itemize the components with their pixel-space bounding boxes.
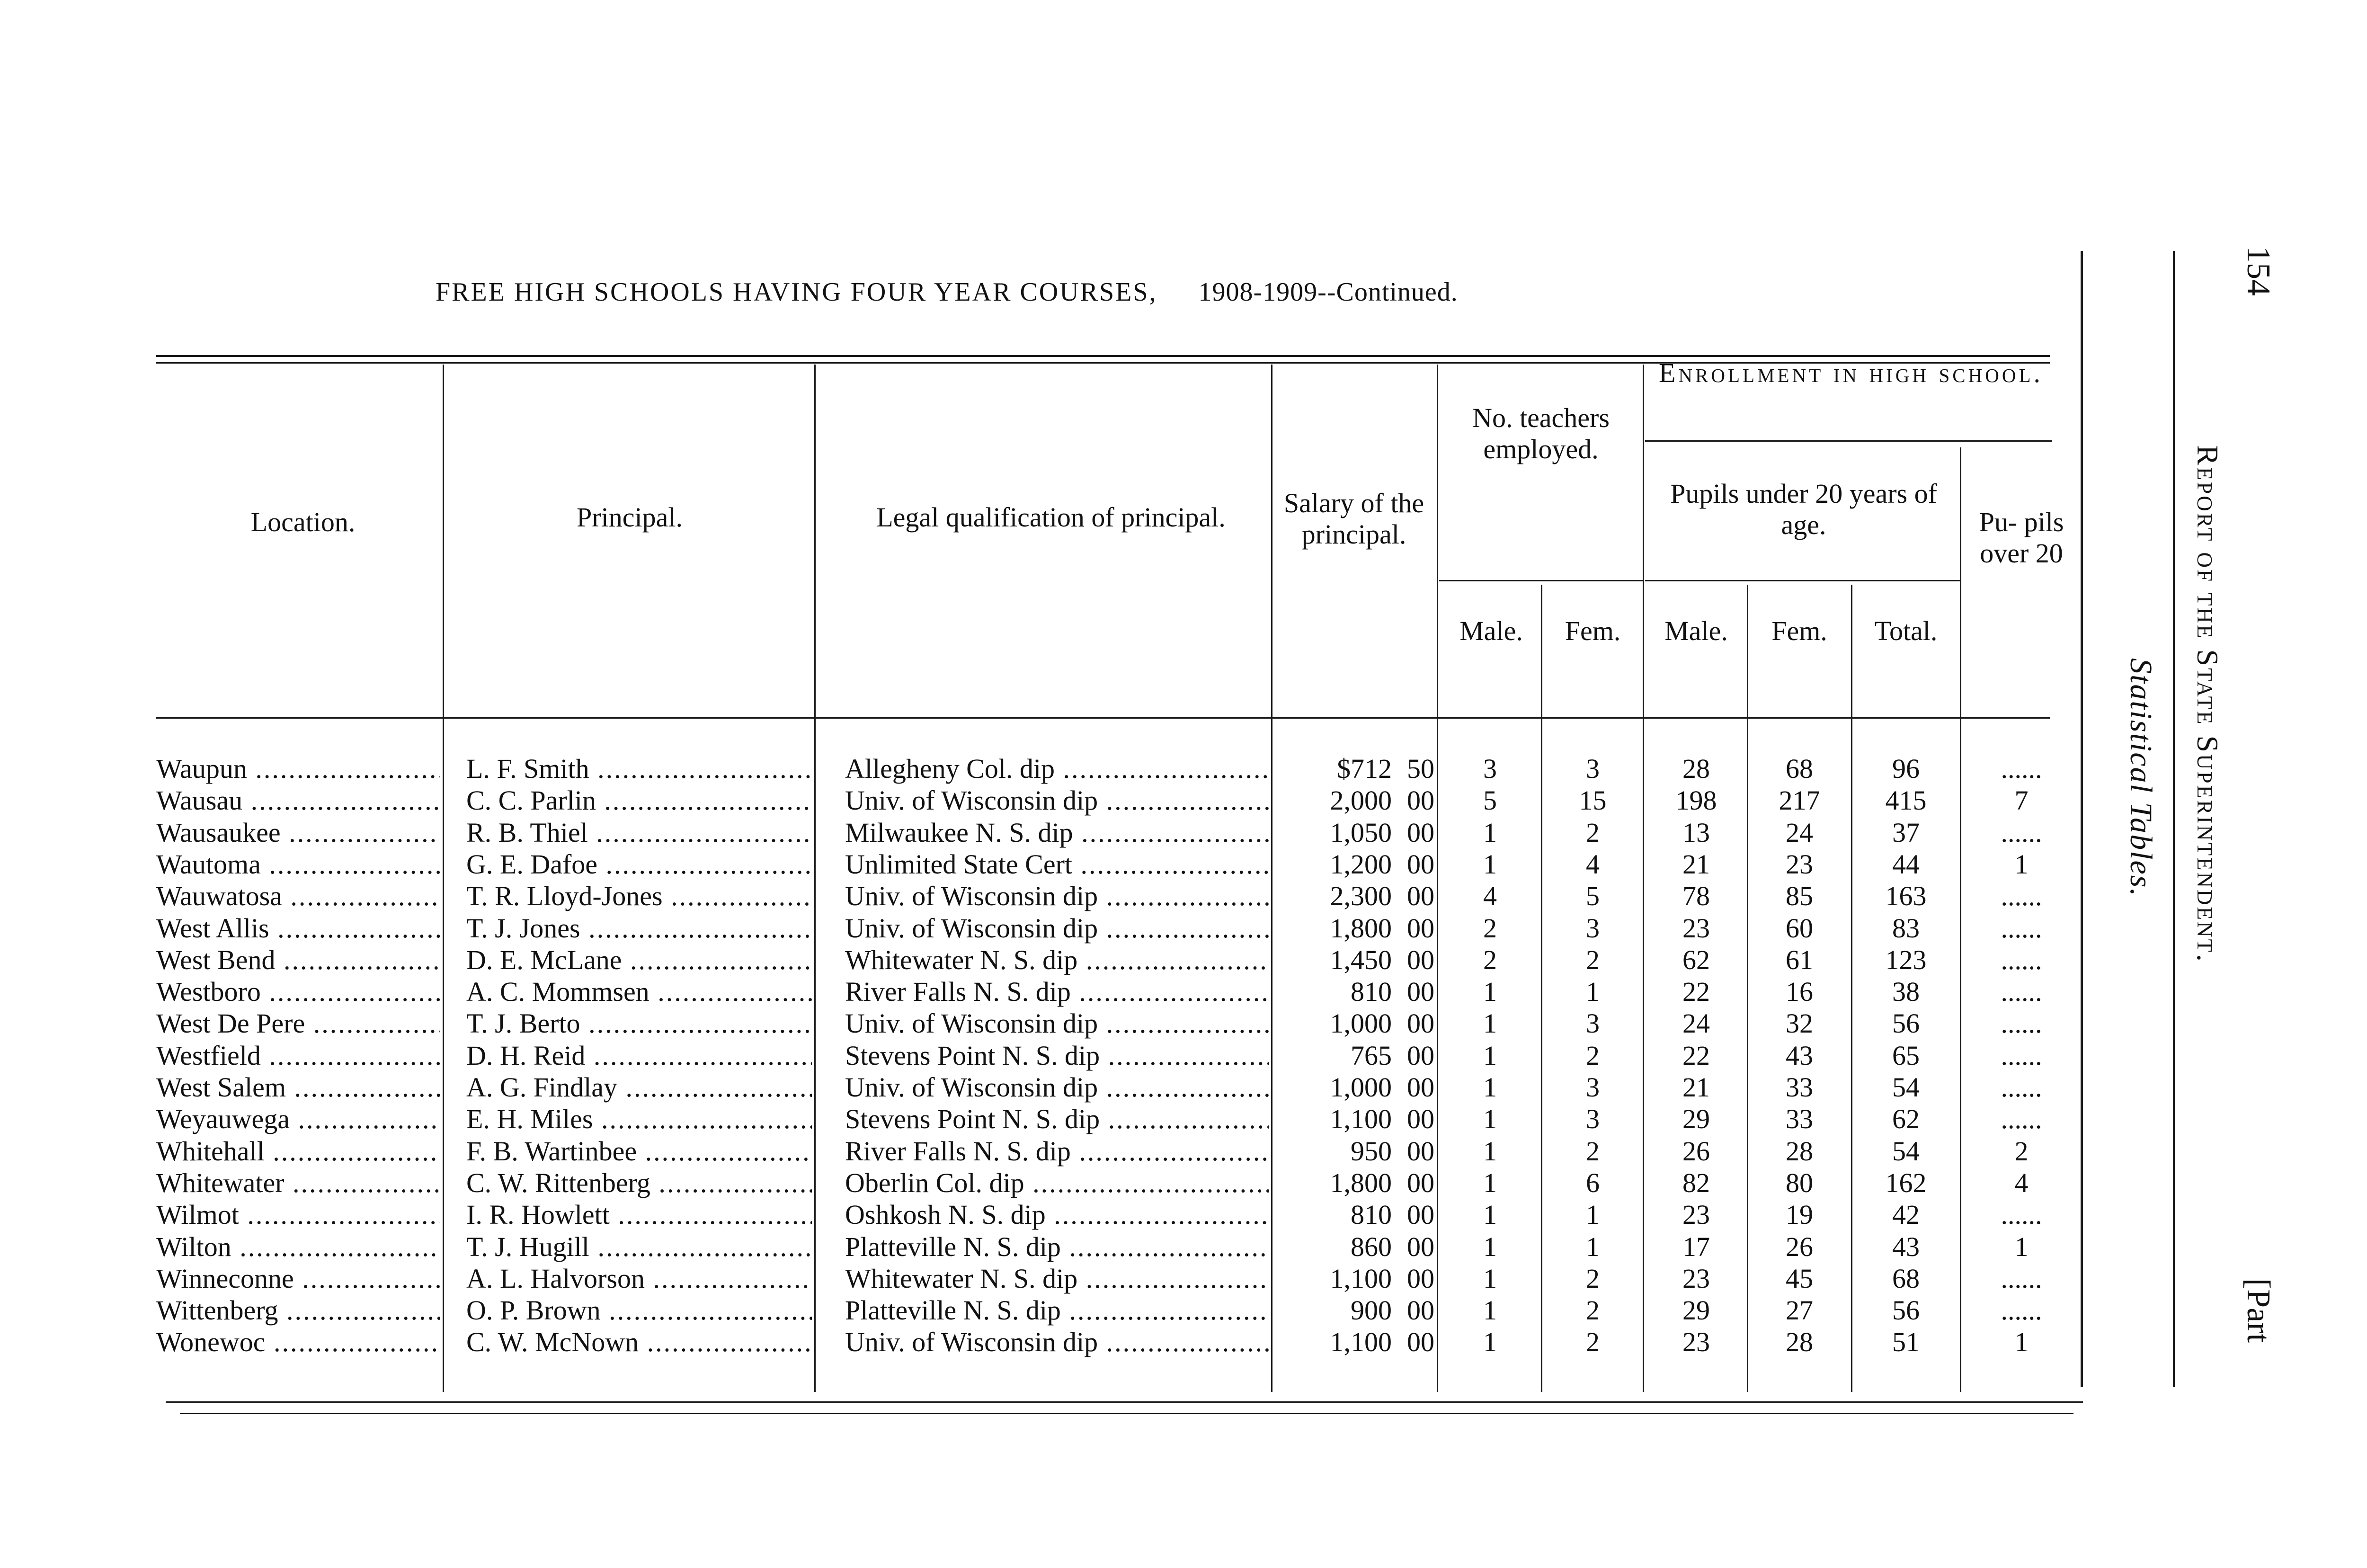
- cell-p-male: 24: [1682, 1008, 1710, 1039]
- header-principal: Principal.: [577, 502, 683, 533]
- cell-t-fem: 1: [1586, 1231, 1600, 1262]
- cell-t-male: 5: [1483, 785, 1497, 816]
- cell-p-fem: 68: [1786, 753, 1813, 784]
- cell-p-fem: 16: [1786, 976, 1813, 1007]
- cell-qualification: Whitewater N. S. dip .....: [845, 944, 1269, 976]
- cell-t-fem: 1: [1586, 976, 1600, 1007]
- cell-p-male: 78: [1682, 881, 1710, 912]
- cell-t-fem: 15: [1579, 785, 1607, 816]
- cell-t-male: 2: [1483, 944, 1497, 975]
- cell-p-fem: 24: [1786, 817, 1813, 848]
- table-row: [0, 1294, 2083, 1326]
- header-qualification: Legal qualification of principal.: [876, 502, 1226, 533]
- cell-p-total: 62: [1892, 1104, 1920, 1135]
- cell-principal: A. L. Halvorson .....: [466, 1263, 812, 1294]
- cell-p-total: 54: [1892, 1135, 1920, 1167]
- cell-p-total: 68: [1892, 1263, 1920, 1294]
- cell-location: Whitehall .....: [156, 1135, 440, 1167]
- cell-over20: ......: [2001, 881, 2042, 912]
- cell-t-fem: 5: [1586, 881, 1600, 912]
- outer-right-border: [2173, 251, 2175, 1387]
- cell-location: West Salem .....: [156, 1071, 440, 1103]
- cell-p-male: 21: [1682, 848, 1710, 880]
- cell-salary: 1,050: [1330, 817, 1392, 848]
- cell-p-total: 56: [1892, 1008, 1920, 1039]
- table-row: [0, 1040, 2083, 1071]
- cell-principal: A. G. Findlay .....: [466, 1071, 812, 1103]
- table-row: [0, 880, 2083, 912]
- cell-t-male: 1: [1483, 1295, 1497, 1326]
- cell-qualification: River Falls N. S. dip .....: [845, 976, 1269, 1007]
- cell-p-male: 13: [1682, 817, 1710, 848]
- cell-p-male: 29: [1682, 1104, 1710, 1135]
- cell-salary: 2,000: [1330, 785, 1392, 816]
- cell-qualification: Univ. of Wisconsin dip .....: [845, 1326, 1269, 1358]
- cell-salary: 1,000: [1330, 1008, 1392, 1039]
- cell-p-male: 21: [1682, 1072, 1710, 1103]
- title-text: FREE HIGH SCHOOLS HAVING FOUR YEAR COURSES,: [436, 277, 1157, 307]
- cell-cents: 00: [1407, 912, 1434, 944]
- cell-t-fem: 2: [1586, 1040, 1600, 1071]
- cell-location: Wittenberg .....: [156, 1294, 440, 1326]
- cell-p-total: 123: [1885, 944, 1927, 975]
- table-row: [0, 1007, 2083, 1039]
- cell-principal: I. R. Howlett .....: [466, 1199, 812, 1230]
- cell-over20: ......: [2001, 1199, 2042, 1230]
- cell-t-fem: 3: [1586, 1008, 1600, 1039]
- cell-p-total: 51: [1892, 1327, 1920, 1358]
- section-title: Statistical Tables.: [2124, 658, 2158, 897]
- cell-qualification: River Falls N. S. dip .....: [845, 1135, 1269, 1167]
- cell-cents: 00: [1407, 817, 1434, 848]
- cell-over20: ......: [2001, 1040, 2042, 1071]
- cell-cents: 00: [1407, 1199, 1434, 1230]
- cell-t-male: 1: [1483, 1104, 1497, 1135]
- cell-qualification: Platteville N. S. dip .....: [845, 1231, 1269, 1263]
- cell-over20: ......: [2001, 1295, 2042, 1326]
- cell-salary: 1,450: [1330, 944, 1392, 975]
- cell-qualification: Univ. of Wisconsin dip .....: [845, 880, 1269, 912]
- cell-salary: 1,100: [1330, 1263, 1392, 1294]
- cell-p-male: 28: [1682, 753, 1710, 784]
- cell-qualification: Unlimited State Cert .....: [845, 848, 1269, 880]
- cell-t-male: 1: [1483, 1199, 1497, 1230]
- cell-p-fem: 33: [1786, 1072, 1813, 1103]
- cell-qualification: Stevens Point N. S. dip .....: [845, 1040, 1269, 1071]
- cell-p-total: 37: [1892, 817, 1920, 848]
- cell-principal: A. C. Mommsen .....: [466, 976, 812, 1007]
- header-bottom-rule: [156, 717, 2050, 719]
- cell-p-total: 163: [1885, 881, 1927, 912]
- cell-t-male: 1: [1483, 817, 1497, 848]
- cell-p-male: 62: [1682, 944, 1710, 975]
- cell-location: Waupun .....: [156, 753, 440, 784]
- cell-p-fem: 26: [1786, 1231, 1813, 1262]
- top-rule-1: [156, 355, 2050, 357]
- cell-t-fem: 2: [1586, 944, 1600, 975]
- cell-qualification: Univ. of Wisconsin dip .....: [845, 1071, 1269, 1103]
- cell-p-total: 56: [1892, 1295, 1920, 1326]
- cell-cents: 00: [1407, 1167, 1434, 1198]
- cell-cents: 50: [1407, 753, 1434, 784]
- cell-p-total: 54: [1892, 1072, 1920, 1103]
- cell-principal: C. W. Rittenberg .....: [466, 1167, 812, 1199]
- header-teachers-fem: Fem.: [1565, 615, 1621, 646]
- cell-p-total: 42: [1892, 1199, 1920, 1230]
- cell-p-fem: 32: [1786, 1008, 1813, 1039]
- header-pupils-male: Male.: [1664, 615, 1728, 646]
- header-enrollment: [1647, 357, 2055, 389]
- table-row: [0, 1103, 2083, 1135]
- cell-p-male: 26: [1682, 1135, 1710, 1167]
- cell-qualification: Whitewater N. S. dip .....: [845, 1263, 1269, 1294]
- cell-t-fem: 3: [1586, 1072, 1600, 1103]
- cell-location: West Bend .....: [156, 944, 440, 976]
- cell-qualification: Allegheny Col. dip .....: [845, 753, 1269, 784]
- cell-t-male: 1: [1483, 848, 1497, 880]
- cell-cents: 00: [1407, 881, 1434, 912]
- cell-cents: 00: [1407, 1072, 1434, 1103]
- cell-cents: 00: [1407, 1104, 1434, 1135]
- cell-over20: 1: [2014, 1231, 2029, 1262]
- cell-p-total: 44: [1892, 848, 1920, 880]
- cell-qualification: Univ. of Wisconsin dip .....: [845, 1007, 1269, 1039]
- rule-enrollment: [1645, 440, 2052, 442]
- cell-t-fem: 6: [1586, 1167, 1600, 1198]
- cell-over20: 4: [2014, 1167, 2029, 1198]
- cell-principal: T. R. Lloyd-Jones .....: [466, 880, 812, 912]
- cell-p-fem: 60: [1786, 912, 1813, 944]
- cell-p-male: 23: [1682, 1263, 1710, 1294]
- rule-teachers: [1439, 580, 1643, 581]
- cell-over20: 7: [2014, 785, 2029, 816]
- cell-t-male: 1: [1483, 976, 1497, 1007]
- cell-over20: ......: [2001, 753, 2042, 784]
- cell-qualification: Oshkosh N. S. dip .....: [845, 1199, 1269, 1230]
- cell-t-male: 1: [1483, 1327, 1497, 1358]
- cell-over20: ......: [2001, 1263, 2042, 1294]
- cell-t-male: 1: [1483, 1040, 1497, 1071]
- cell-principal: C. C. Parlin .....: [466, 784, 812, 816]
- header-salary: Salary of the principal.: [1283, 488, 1424, 550]
- cell-t-fem: 2: [1586, 1327, 1600, 1358]
- cell-p-fem: 23: [1786, 848, 1813, 880]
- cell-qualification: Milwaukee N. S. dip .....: [845, 817, 1269, 848]
- cell-p-fem: 19: [1786, 1199, 1813, 1230]
- cell-p-total: 65: [1892, 1040, 1920, 1071]
- cell-over20: ......: [2001, 1104, 2042, 1135]
- cell-t-male: 4: [1483, 881, 1497, 912]
- cell-t-male: 1: [1483, 1135, 1497, 1167]
- cell-location: Wonewoc .....: [156, 1326, 440, 1358]
- cell-t-fem: 2: [1586, 1135, 1600, 1167]
- part-label: [Part: [2240, 1278, 2277, 1343]
- cell-cents: 00: [1407, 1295, 1434, 1326]
- header-teachers: No. teachers employed.: [1472, 402, 1610, 464]
- cell-location: Wautoma .....: [156, 848, 440, 880]
- cell-salary: $712: [1337, 753, 1392, 784]
- bottom-rule-1: [166, 1401, 2083, 1403]
- cell-p-fem: 45: [1786, 1263, 1813, 1294]
- cell-p-fem: 28: [1786, 1135, 1813, 1167]
- table-row: [0, 912, 2083, 944]
- cell-over20: 2: [2014, 1135, 2029, 1167]
- cell-salary: 1,200: [1330, 848, 1392, 880]
- cell-t-fem: 3: [1586, 912, 1600, 944]
- cell-principal: T. J. Hugill .....: [466, 1231, 812, 1263]
- cell-p-total: 96: [1892, 753, 1920, 784]
- cell-over20: ......: [2001, 1008, 2042, 1039]
- table-row: [0, 1167, 2083, 1199]
- cell-qualification: Oberlin Col. dip .....: [845, 1167, 1269, 1199]
- cell-p-male: 29: [1682, 1295, 1710, 1326]
- cell-t-male: 1: [1483, 1167, 1497, 1198]
- table-row: [0, 753, 2083, 784]
- cell-cents: 00: [1407, 944, 1434, 975]
- header-location: Location.: [250, 507, 356, 537]
- cell-salary: 765: [1351, 1040, 1392, 1071]
- cell-over20: ......: [2001, 912, 2042, 944]
- cell-qualification: Platteville N. S. dip .....: [845, 1294, 1269, 1326]
- cell-location: Winneconne .....: [156, 1263, 440, 1294]
- cell-t-male: 2: [1483, 912, 1497, 944]
- cell-salary: 1,100: [1330, 1104, 1392, 1135]
- cell-p-male: 23: [1682, 1327, 1710, 1358]
- cell-t-fem: 3: [1586, 1104, 1600, 1135]
- cell-location: Westboro .....: [156, 976, 440, 1007]
- cell-t-fem: 2: [1586, 1263, 1600, 1294]
- cell-over20: 1: [2014, 1327, 2029, 1358]
- cell-location: Whitewater .....: [156, 1167, 440, 1199]
- cell-salary: 860: [1351, 1231, 1392, 1262]
- cell-cents: 00: [1407, 1263, 1434, 1294]
- table-row: [0, 944, 2083, 976]
- cell-over20: ......: [2001, 817, 2042, 848]
- header-teachers-male: Male.: [1459, 615, 1523, 646]
- title-year: 1908-1909--Continued.: [1198, 277, 1458, 307]
- header-pupils-total: Total.: [1874, 615, 1938, 646]
- page-number: 154: [2240, 246, 2277, 296]
- cell-p-total: 415: [1885, 785, 1927, 816]
- cell-cents: 00: [1407, 785, 1434, 816]
- cell-qualification: Stevens Point N. S. dip .....: [845, 1103, 1269, 1135]
- cell-p-male: 23: [1682, 1199, 1710, 1230]
- cell-principal: C. W. McNown .....: [466, 1326, 812, 1358]
- table-row: [0, 1263, 2083, 1294]
- cell-salary: 810: [1351, 1199, 1392, 1230]
- cell-p-male: 82: [1682, 1167, 1710, 1198]
- table-row: [0, 784, 2083, 816]
- cell-salary: 1,800: [1330, 1167, 1392, 1198]
- cell-p-male: 17: [1682, 1231, 1710, 1262]
- cell-salary: 1,100: [1330, 1327, 1392, 1358]
- cell-p-fem: 43: [1786, 1040, 1813, 1071]
- cell-principal: O. P. Brown .....: [466, 1294, 812, 1326]
- cell-p-fem: 33: [1786, 1104, 1813, 1135]
- cell-p-male: 22: [1682, 976, 1710, 1007]
- cell-over20: ......: [2001, 1072, 2042, 1103]
- header-under20: Pupils under 20 years of age.: [1670, 478, 1937, 540]
- table-row: [0, 817, 2083, 848]
- cell-cents: 00: [1407, 976, 1434, 1007]
- cell-principal: D. E. McLane .....: [466, 944, 812, 976]
- cell-location: Wausaukee .....: [156, 817, 440, 848]
- table-row: [0, 848, 2083, 880]
- table-title: [436, 277, 1458, 307]
- cell-t-male: 1: [1483, 1263, 1497, 1294]
- cell-t-fem: 4: [1586, 848, 1600, 880]
- cell-cents: 00: [1407, 1231, 1434, 1262]
- cell-qualification: Univ. of Wisconsin dip .....: [845, 784, 1269, 816]
- cell-t-male: 1: [1483, 1008, 1497, 1039]
- cell-principal: T. J. Berto .....: [466, 1007, 812, 1039]
- header-over20: Pu- pils over 20: [1979, 507, 2064, 569]
- cell-t-male: 1: [1483, 1231, 1497, 1262]
- cell-over20: ......: [2001, 976, 2042, 1007]
- cell-location: West De Pere .....: [156, 1007, 440, 1039]
- cell-p-fem: 80: [1786, 1167, 1813, 1198]
- cell-p-fem: 217: [1779, 785, 1820, 816]
- header-enrollment-text: Enrollment in high school.: [1659, 357, 2043, 388]
- table-row: [0, 1071, 2083, 1103]
- cell-cents: 00: [1407, 1327, 1434, 1358]
- cell-t-fem: 1: [1586, 1199, 1600, 1230]
- cell-over20: 1: [2014, 848, 2029, 880]
- cell-principal: G. E. Dafoe .....: [466, 848, 812, 880]
- cell-cents: 00: [1407, 1008, 1434, 1039]
- rule-under20: [1645, 580, 1960, 581]
- cell-location: West Allis .....: [156, 912, 440, 944]
- cell-principal: T. J. Jones .....: [466, 912, 812, 944]
- cell-salary: 1,000: [1330, 1072, 1392, 1103]
- cell-t-male: 3: [1483, 753, 1497, 784]
- cell-salary: 1,800: [1330, 912, 1392, 944]
- cell-location: Weyauwega .....: [156, 1103, 440, 1135]
- cell-p-total: 38: [1892, 976, 1920, 1007]
- cell-salary: 2,300: [1330, 881, 1392, 912]
- cell-cents: 00: [1407, 848, 1434, 880]
- table-row: [0, 976, 2083, 1007]
- cell-principal: E. H. Miles .....: [466, 1103, 812, 1135]
- cell-p-total: 43: [1892, 1231, 1920, 1262]
- cell-t-male: 1: [1483, 1072, 1497, 1103]
- cell-location: Westfield .....: [156, 1040, 440, 1071]
- cell-principal: F. B. Wartinbee .....: [466, 1135, 812, 1167]
- cell-qualification: Univ. of Wisconsin dip .....: [845, 912, 1269, 944]
- cell-t-fem: 2: [1586, 817, 1600, 848]
- cell-p-total: 83: [1892, 912, 1920, 944]
- cell-principal: L. F. Smith .....: [466, 753, 812, 784]
- running-head: Report of the State Superintendent.: [2191, 445, 2225, 964]
- cell-over20: ......: [2001, 944, 2042, 975]
- bottom-rule-2: [180, 1413, 2073, 1414]
- cell-t-fem: 3: [1586, 753, 1600, 784]
- cell-location: Wilmot .....: [156, 1199, 440, 1230]
- cell-salary: 810: [1351, 976, 1392, 1007]
- cell-t-fem: 2: [1586, 1295, 1600, 1326]
- table-row: [0, 1231, 2083, 1263]
- cell-p-fem: 27: [1786, 1295, 1813, 1326]
- cell-p-male: 22: [1682, 1040, 1710, 1071]
- cell-p-fem: 28: [1786, 1327, 1813, 1358]
- table-row: [0, 1135, 2083, 1167]
- cell-p-fem: 85: [1786, 881, 1813, 912]
- table-row: [0, 1199, 2083, 1230]
- cell-p-male: 198: [1675, 785, 1717, 816]
- cell-p-total: 162: [1885, 1167, 1927, 1198]
- cell-salary: 950: [1351, 1135, 1392, 1167]
- cell-salary: 900: [1351, 1295, 1392, 1326]
- cell-location: Wausau .....: [156, 784, 440, 816]
- table-row: [0, 1326, 2083, 1358]
- cell-p-fem: 61: [1786, 944, 1813, 975]
- cell-location: Wilton .....: [156, 1231, 440, 1263]
- cell-cents: 00: [1407, 1135, 1434, 1167]
- cell-location: Wauwatosa .....: [156, 880, 440, 912]
- header-pupils-fem: Fem.: [1771, 615, 1827, 646]
- cell-cents: 00: [1407, 1040, 1434, 1071]
- cell-principal: D. H. Reid .....: [466, 1040, 812, 1071]
- cell-p-male: 23: [1682, 912, 1710, 944]
- cell-principal: R. B. Thiel .....: [466, 817, 812, 848]
